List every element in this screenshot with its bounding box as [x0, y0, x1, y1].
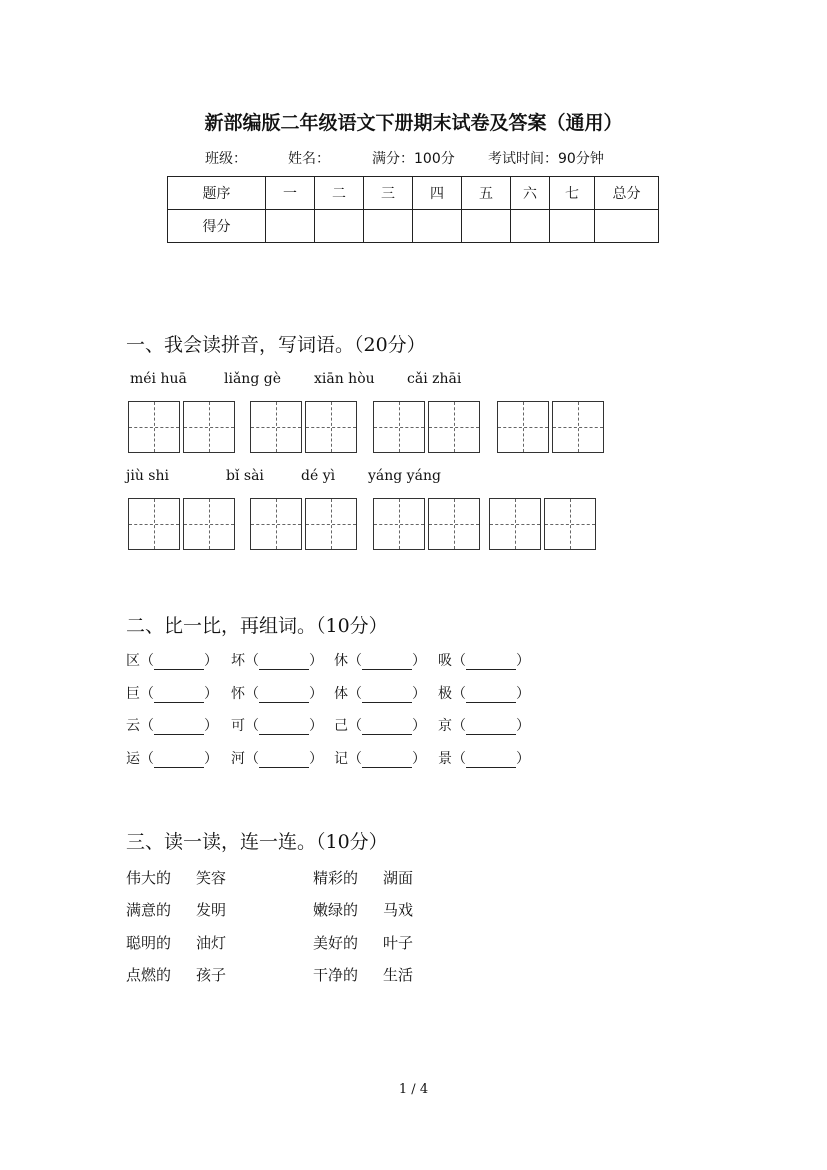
match-word[interactable]: 伟大的 — [126, 869, 172, 887]
score-table — [167, 176, 659, 243]
character: 坏 — [231, 653, 245, 669]
answer-blank[interactable] — [154, 688, 204, 703]
section2-title: 二、比一比，再组词。（10分） — [126, 615, 388, 637]
character: 记 — [334, 751, 348, 767]
writing-grid-box[interactable] — [250, 498, 302, 550]
pinyin-label: yáng yáng — [368, 468, 441, 484]
match-word[interactable]: 发明 — [196, 901, 227, 919]
character: 河 — [231, 751, 245, 767]
pinyin-label: méi huā — [130, 371, 187, 387]
character: 可 — [231, 718, 245, 734]
match-word[interactable]: 笑容 — [196, 869, 227, 887]
character: 吸 — [438, 653, 452, 669]
character: 云 — [126, 718, 140, 734]
character: 休 — [334, 653, 348, 669]
match-word[interactable]: 精彩的 — [313, 869, 359, 887]
match-word[interactable]: 叶子 — [383, 934, 414, 952]
score-cell[interactable] — [315, 210, 364, 243]
answer-blank[interactable] — [259, 753, 309, 768]
page-title: 新部编版二年级语文下册期末试卷及答案（通用） — [204, 112, 623, 134]
character: 己 — [334, 718, 348, 734]
answer-blank[interactable] — [466, 753, 516, 768]
character: 景 — [438, 751, 452, 767]
writing-grid-box[interactable] — [128, 498, 180, 550]
score-cell[interactable] — [595, 210, 659, 243]
score-header-cell: 七 — [550, 177, 595, 210]
pinyin-label: jiù shi — [126, 468, 169, 484]
match-word[interactable]: 干净的 — [313, 966, 359, 984]
answer-blank[interactable] — [259, 655, 309, 670]
answer-blank[interactable] — [259, 688, 309, 703]
word-group-grid: 区（ ） 坏（ ） 休（ ） 吸（ ） 巨（ ） 怀（ ） 体（ ） 极（ ） 云（ ） 可（ ） 己（ ） 京（ ） 运（ ） 河（ ） 记（ ） 景（ ） — [126, 653, 530, 767]
answer-blank[interactable] — [466, 720, 516, 735]
score-header-cell: 五 — [462, 177, 511, 210]
score-cell[interactable] — [364, 210, 413, 243]
match-word[interactable]: 满意的 — [126, 901, 172, 919]
character: 巨 — [126, 686, 140, 702]
writing-grid-box[interactable] — [552, 401, 604, 453]
score-cell[interactable] — [266, 210, 315, 243]
writing-grid-box[interactable] — [183, 498, 235, 550]
score-cell[interactable] — [550, 210, 595, 243]
character: 区 — [126, 653, 140, 669]
answer-blank[interactable] — [362, 720, 412, 735]
score-header-cell: 三 — [364, 177, 413, 210]
score-header-cell: 六 — [511, 177, 550, 210]
name-field-label: 姓名： — [288, 151, 330, 167]
writing-grid-box[interactable] — [305, 498, 357, 550]
answer-blank[interactable] — [362, 688, 412, 703]
writing-grid-box[interactable] — [544, 498, 596, 550]
answer-blank[interactable] — [154, 720, 204, 735]
answer-blank[interactable] — [466, 655, 516, 670]
character: 怀 — [231, 686, 245, 702]
score-header-cell: 总分 — [595, 177, 659, 210]
score-table-row — [168, 210, 659, 243]
score-header-cell: 四 — [413, 177, 462, 210]
match-word[interactable]: 美好的 — [313, 934, 359, 952]
character: 京 — [438, 718, 452, 734]
pinyin-label: liǎng gè — [224, 371, 281, 387]
character: 体 — [334, 686, 348, 702]
match-word[interactable]: 马戏 — [383, 901, 414, 919]
writing-grid-box[interactable] — [428, 498, 480, 550]
match-word[interactable]: 湖面 — [383, 869, 414, 887]
writing-grid-box[interactable] — [305, 401, 357, 453]
answer-blank[interactable] — [259, 720, 309, 735]
score-cell[interactable] — [511, 210, 550, 243]
class-field-label: 班级： — [205, 151, 247, 167]
page-number: 1 / 4 — [398, 1082, 429, 1097]
score-table-header-row — [168, 177, 659, 210]
writing-grid-box[interactable] — [497, 401, 549, 453]
answer-blank[interactable] — [362, 655, 412, 670]
exam-time-label: 考试时间：90分钟 — [488, 151, 604, 167]
match-word[interactable]: 聪明的 — [126, 934, 172, 952]
match-word[interactable]: 生活 — [383, 966, 414, 984]
score-header-cell: 题序 — [168, 177, 266, 210]
match-word[interactable]: 点燃的 — [126, 966, 172, 984]
full-score-label: 满分：100分 — [372, 151, 455, 167]
pinyin-label: xiān hòu — [314, 371, 375, 387]
match-word[interactable]: 嫩绿的 — [313, 901, 359, 919]
score-row-label: 得分 — [168, 210, 266, 243]
answer-blank[interactable] — [362, 753, 412, 768]
answer-blank[interactable] — [154, 753, 204, 768]
writing-grid-box[interactable] — [489, 498, 541, 550]
writing-grid-box[interactable] — [183, 401, 235, 453]
score-cell[interactable] — [413, 210, 462, 243]
pinyin-label: bǐ sài — [226, 468, 264, 484]
match-word[interactable]: 孩子 — [196, 966, 227, 984]
writing-grid-box[interactable] — [250, 401, 302, 453]
character: 运 — [126, 751, 140, 767]
section3-title: 三、读一读，连一连。（10分） — [126, 831, 388, 853]
pinyin-label: cǎi zhāi — [407, 371, 462, 387]
score-cell[interactable] — [462, 210, 511, 243]
writing-grid-box[interactable] — [373, 401, 425, 453]
writing-grid-box[interactable] — [428, 401, 480, 453]
writing-grid-box[interactable] — [373, 498, 425, 550]
score-header-cell: 一 — [266, 177, 315, 210]
match-word[interactable]: 油灯 — [196, 934, 227, 952]
section1-title: 一、我会读拼音，写词语。（20分） — [126, 334, 426, 356]
pinyin-label: dé yì — [301, 468, 336, 484]
score-header-cell: 二 — [315, 177, 364, 210]
answer-blank[interactable] — [466, 688, 516, 703]
character: 极 — [438, 686, 452, 702]
answer-blank[interactable] — [154, 655, 204, 670]
writing-grid-box[interactable] — [128, 401, 180, 453]
